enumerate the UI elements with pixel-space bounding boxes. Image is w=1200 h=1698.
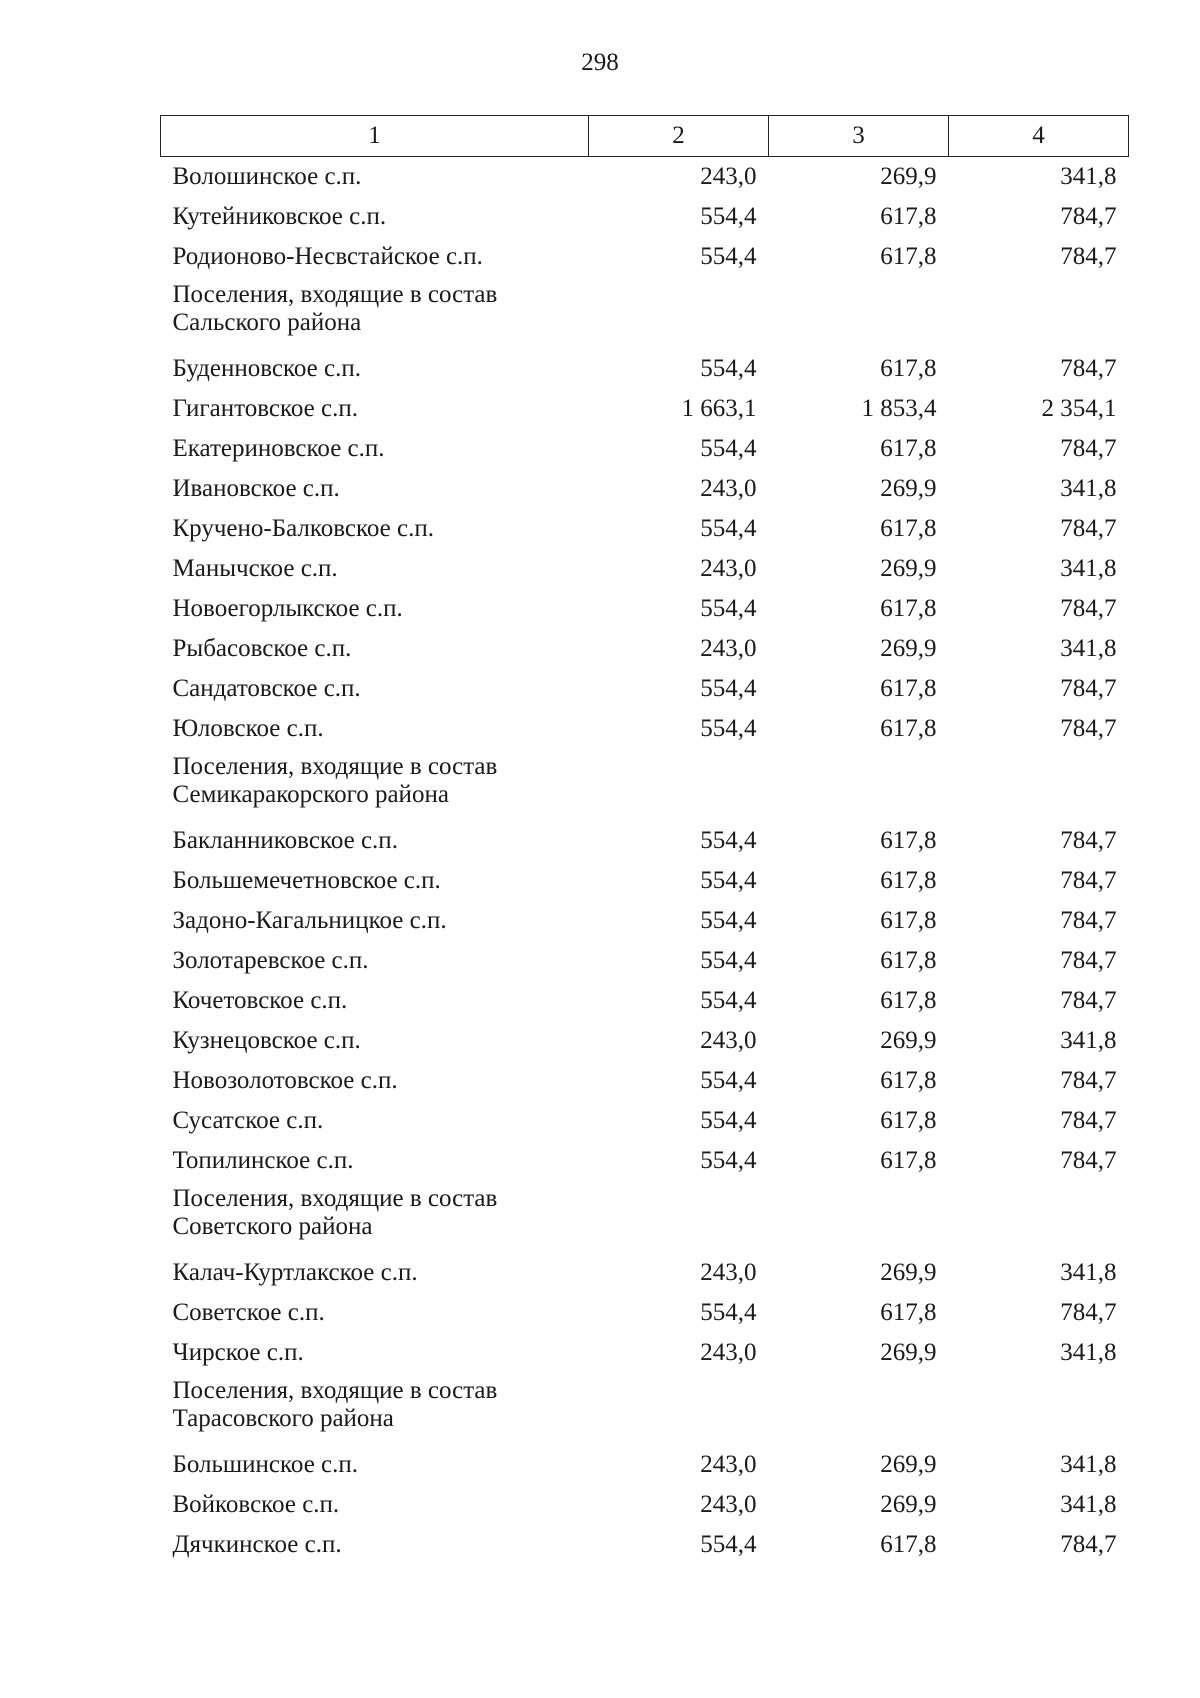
- settlement-name-cell: Бакланниковское с.п.: [172, 827, 398, 854]
- value-col-4-cell: 341,8: [1060, 555, 1117, 582]
- value-col-4-cell: 341,8: [1060, 475, 1117, 502]
- settlement-name-cell: Новоегорлыкское с.п.: [172, 595, 403, 622]
- table-row: [161, 349, 1129, 389]
- value-col-4-cell: 341,8: [1060, 1339, 1117, 1366]
- table-row: [161, 629, 1129, 669]
- value-col-2-cell: 554,4: [700, 867, 757, 894]
- value-col-2-cell: 554,4: [700, 355, 757, 382]
- value-col-2-cell: 554,4: [700, 1067, 757, 1094]
- value-col-2-cell: 243,0: [700, 475, 757, 502]
- value-col-4-cell: 784,7: [1060, 827, 1117, 854]
- settlement-name-cell: Рыбасовское с.п.: [172, 635, 352, 662]
- value-col-2-cell: 554,4: [700, 1299, 757, 1326]
- table-row: [161, 1333, 1129, 1373]
- table-header: [161, 116, 1129, 157]
- settlement-name-cell: Сусатское с.п.: [172, 1107, 324, 1134]
- table-row: [161, 1253, 1129, 1293]
- empty-cell: [769, 749, 949, 821]
- table-row: [161, 197, 1129, 237]
- value-col-2-cell: 243,0: [700, 635, 757, 662]
- value-col-3-cell: 617,8: [880, 827, 937, 854]
- group-heading: [161, 1181, 589, 1253]
- value-col-2-cell: 554,4: [700, 907, 757, 934]
- value-col-4-cell: 341,8: [1060, 1451, 1117, 1478]
- settlement-name-cell: Советское с.п.: [172, 1299, 325, 1326]
- value-col-4-cell: 784,7: [1060, 243, 1117, 270]
- settlement-name-cell: Екатериновское с.п.: [172, 435, 385, 462]
- table-row: [161, 1101, 1129, 1141]
- settlement-name-cell: Топилинское с.п.: [172, 1147, 354, 1174]
- table-row: [161, 1485, 1129, 1525]
- value-col-2-cell: 243,0: [700, 1339, 757, 1366]
- value-col-4-cell: 784,7: [1060, 1067, 1117, 1094]
- empty-cell: [769, 1181, 949, 1253]
- table-row: [161, 509, 1129, 549]
- value-col-4-cell: 784,7: [1060, 1107, 1117, 1134]
- group-heading-line-2: Сальского района: [172, 309, 362, 336]
- value-col-3-cell: 617,8: [880, 1299, 937, 1326]
- table-body: [161, 157, 1129, 1566]
- value-col-2-cell: 1 663,1: [681, 395, 757, 422]
- value-col-4-cell: 341,8: [1060, 1027, 1117, 1054]
- value-col-2-cell: 243,0: [700, 1491, 757, 1518]
- value-col-4-cell: 784,7: [1060, 595, 1117, 622]
- page-number: 298: [581, 49, 619, 76]
- value-col-4-cell: 784,7: [1060, 1299, 1117, 1326]
- settlement-name-cell: Родионово-Несвстайское с.п.: [172, 243, 483, 270]
- table-row: [161, 469, 1129, 509]
- table-row: [161, 237, 1129, 277]
- header-col-2: 2: [589, 116, 769, 157]
- settlement-name-cell: Кутейниковское с.п.: [172, 203, 387, 230]
- table-row: [161, 389, 1129, 429]
- value-col-4-cell: 341,8: [1060, 635, 1117, 662]
- value-col-2-cell: 554,4: [700, 1107, 757, 1134]
- settlement-name-cell: Калач-Куртлакское с.п.: [172, 1259, 418, 1286]
- value-col-4-cell: 784,7: [1060, 1147, 1117, 1174]
- value-col-4-cell: 784,7: [1060, 435, 1117, 462]
- value-col-3-cell: 617,8: [880, 515, 937, 542]
- settlement-name-cell: Кручено-Балковское с.п.: [172, 515, 434, 542]
- value-col-3-cell: 269,9: [880, 1491, 937, 1518]
- value-col-4-cell: 784,7: [1060, 867, 1117, 894]
- settlements-table-container: [160, 115, 1128, 1565]
- value-col-3-cell: 269,9: [880, 163, 937, 190]
- value-col-3-cell: 269,9: [880, 1259, 937, 1286]
- settlement-name-cell: Юловское с.п.: [172, 715, 324, 742]
- value-col-2-cell: 243,0: [700, 163, 757, 190]
- group-heading-line-1: Поселения, входящие в состав: [172, 1185, 498, 1212]
- value-col-3-cell: 617,8: [880, 243, 937, 270]
- group-heading-line-1: Поселения, входящие в состав: [172, 1377, 498, 1404]
- value-col-4-cell: 784,7: [1060, 1531, 1117, 1558]
- settlement-name-cell: Новозолотовское с.п.: [172, 1067, 398, 1094]
- group-heading: [161, 277, 589, 349]
- value-col-3-cell: 617,8: [880, 867, 937, 894]
- empty-cell: [589, 1181, 769, 1253]
- empty-cell: [949, 1373, 1129, 1445]
- empty-cell: [589, 277, 769, 349]
- value-col-2-cell: 243,0: [700, 1027, 757, 1054]
- table-row: [161, 549, 1129, 589]
- value-col-3-cell: 269,9: [880, 1451, 937, 1478]
- value-col-2-cell: 554,4: [700, 595, 757, 622]
- group-heading-line-1: Поселения, входящие в состав: [172, 753, 498, 780]
- value-col-3-cell: 269,9: [880, 1339, 937, 1366]
- settlement-name-cell: Чирское с.п.: [172, 1339, 304, 1366]
- value-col-2-cell: 554,4: [700, 675, 757, 702]
- value-col-3-cell: 617,8: [880, 1531, 937, 1558]
- settlement-name-cell: Задоно-Кагальницкое с.п.: [172, 907, 447, 934]
- settlement-name-cell: Сандатовское с.п.: [172, 675, 361, 702]
- settlement-name-cell: Гигантовское с.п.: [172, 395, 358, 422]
- table-row: [161, 429, 1129, 469]
- group-heading-row: [161, 1181, 1129, 1253]
- table-row: [161, 157, 1129, 198]
- group-heading-row: [161, 1373, 1129, 1445]
- group-heading: [161, 1373, 589, 1445]
- value-col-4-cell: 341,8: [1060, 1491, 1117, 1518]
- table-row: [161, 1445, 1129, 1485]
- value-col-3-cell: 617,8: [880, 435, 937, 462]
- settlements-table: [160, 115, 1129, 1565]
- value-col-4-cell: 784,7: [1060, 675, 1117, 702]
- value-col-3-cell: 269,9: [880, 635, 937, 662]
- table-row: [161, 901, 1129, 941]
- settlement-name-cell: Волошинское с.п.: [172, 163, 362, 190]
- empty-cell: [949, 749, 1129, 821]
- settlement-name-cell: Буденновское с.п.: [172, 355, 361, 382]
- header-col-4: 4: [949, 116, 1129, 157]
- value-col-2-cell: 243,0: [700, 555, 757, 582]
- value-col-2-cell: 554,4: [700, 987, 757, 1014]
- table-row: [161, 709, 1129, 749]
- value-col-3-cell: 617,8: [880, 947, 937, 974]
- value-col-3-cell: 617,8: [880, 675, 937, 702]
- value-col-3-cell: 269,9: [880, 475, 937, 502]
- settlement-name-cell: Большемечетновское с.п.: [172, 867, 441, 894]
- group-heading-line-1: Поселения, входящие в состав: [172, 281, 498, 308]
- settlement-name-cell: Золотаревское с.п.: [172, 947, 369, 974]
- value-col-4-cell: 784,7: [1060, 203, 1117, 230]
- group-heading: [161, 749, 589, 821]
- value-col-2-cell: 554,4: [700, 515, 757, 542]
- table-row: [161, 941, 1129, 981]
- value-col-3-cell: 617,8: [880, 1147, 937, 1174]
- settlement-name-cell: Ивановское с.п.: [172, 475, 340, 502]
- empty-cell: [949, 1181, 1129, 1253]
- table-row: [161, 981, 1129, 1021]
- value-col-2-cell: 554,4: [700, 435, 757, 462]
- value-col-4-cell: 784,7: [1060, 947, 1117, 974]
- value-col-2-cell: 554,4: [700, 203, 757, 230]
- value-col-3-cell: 617,8: [880, 715, 937, 742]
- group-heading-line-2: Тарасовского района: [172, 1405, 394, 1432]
- empty-cell: [589, 749, 769, 821]
- value-col-3-cell: 1 853,4: [861, 395, 937, 422]
- table-row: [161, 1021, 1129, 1061]
- value-col-3-cell: 617,8: [880, 1107, 937, 1134]
- value-col-3-cell: 617,8: [880, 987, 937, 1014]
- value-col-3-cell: 269,9: [880, 555, 937, 582]
- value-col-3-cell: 617,8: [880, 355, 937, 382]
- group-heading-line-2: Советского района: [172, 1213, 373, 1240]
- empty-cell: [949, 277, 1129, 349]
- settlement-name-cell: Кочетовское с.п.: [172, 987, 348, 1014]
- table-row: [161, 1293, 1129, 1333]
- value-col-2-cell: 554,4: [700, 1531, 757, 1558]
- value-col-2-cell: 554,4: [700, 827, 757, 854]
- value-col-2-cell: 554,4: [700, 947, 757, 974]
- empty-cell: [769, 1373, 949, 1445]
- table-row: [161, 1141, 1129, 1181]
- group-heading-row: [161, 749, 1129, 821]
- value-col-4-cell: 341,8: [1060, 1259, 1117, 1286]
- value-col-3-cell: 617,8: [880, 203, 937, 230]
- settlement-name-cell: Манычское с.п.: [172, 555, 338, 582]
- settlement-name-cell: Войковское с.п.: [172, 1491, 340, 1518]
- value-col-4-cell: 784,7: [1060, 907, 1117, 934]
- value-col-3-cell: 269,9: [880, 1027, 937, 1054]
- value-col-2-cell: 243,0: [700, 1451, 757, 1478]
- empty-cell: [769, 277, 949, 349]
- value-col-2-cell: 243,0: [700, 1259, 757, 1286]
- value-col-4-cell: 341,8: [1060, 163, 1117, 190]
- value-col-4-cell: 784,7: [1060, 987, 1117, 1014]
- table-row: [161, 861, 1129, 901]
- value-col-4-cell: 784,7: [1060, 715, 1117, 742]
- value-col-2-cell: 554,4: [700, 1147, 757, 1174]
- table-row: [161, 589, 1129, 629]
- empty-cell: [589, 1373, 769, 1445]
- value-col-3-cell: 617,8: [880, 1067, 937, 1094]
- value-col-2-cell: 554,4: [700, 715, 757, 742]
- settlement-name-cell: Большинское с.п.: [172, 1451, 359, 1478]
- table-row: [161, 1525, 1129, 1565]
- table-row: [161, 1061, 1129, 1101]
- table-row: [161, 821, 1129, 861]
- group-heading-line-2: Семикаракорского района: [172, 781, 449, 808]
- value-col-3-cell: 617,8: [880, 595, 937, 622]
- group-heading-row: [161, 277, 1129, 349]
- table-row: [161, 669, 1129, 709]
- settlement-name-cell: Кузнецовское с.п.: [172, 1027, 361, 1054]
- value-col-4-cell: 784,7: [1060, 355, 1117, 382]
- settlement-name-cell: Дячкинское с.п.: [172, 1531, 342, 1558]
- value-col-2-cell: 554,4: [700, 243, 757, 270]
- value-col-4-cell: 784,7: [1060, 515, 1117, 542]
- header-row: [161, 116, 1129, 157]
- value-col-3-cell: 617,8: [880, 907, 937, 934]
- header-col-3: 3: [769, 116, 949, 157]
- value-col-4-cell: 2 354,1: [1041, 395, 1117, 422]
- header-col-1: 1: [161, 116, 589, 157]
